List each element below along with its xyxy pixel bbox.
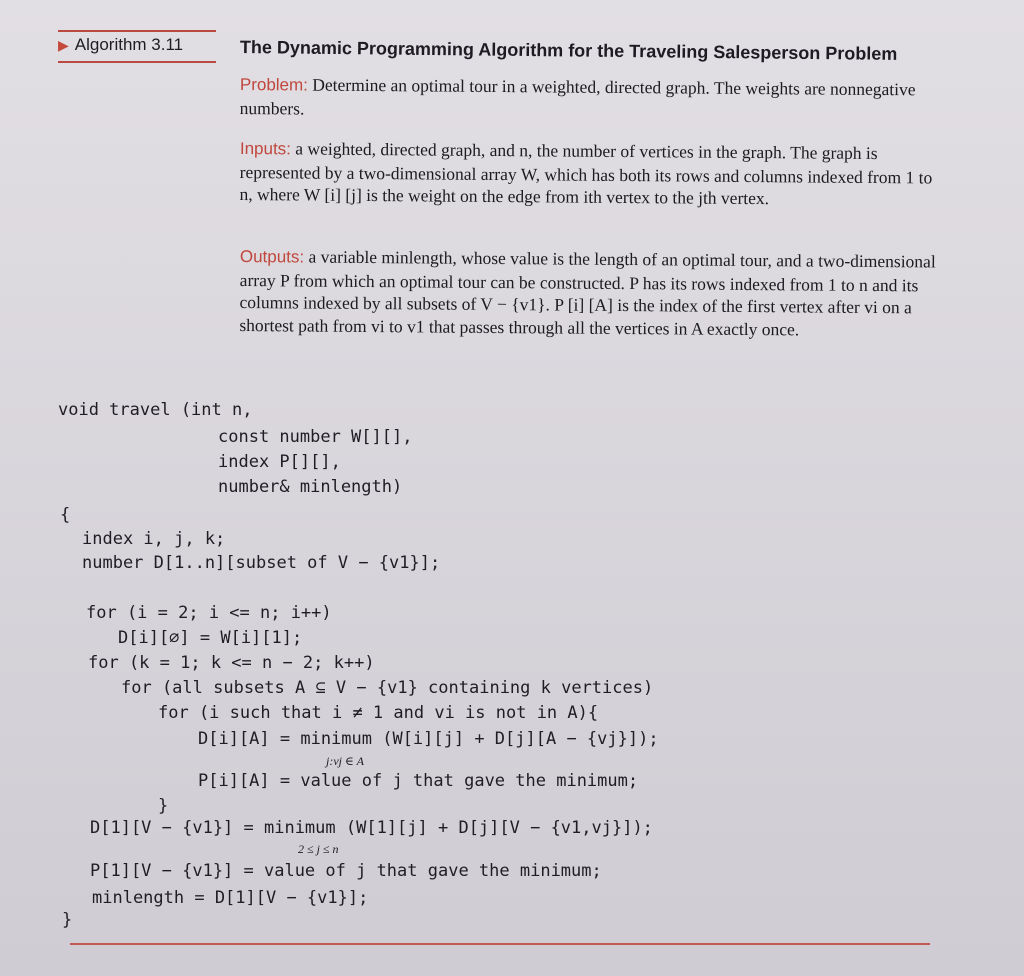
code-close-inner: } [158, 796, 169, 816]
inputs-text: a weighted, directed graph, and n, the number of vertices in the graph. The graph is represented by a two-dimensional array W, which has both its rows and columns indexed from 1 to n, where W [i] [j] is the weight on the edge from ith vertex to the jth vertex. [239, 138, 933, 209]
code-loop-vertices: for (i such that i ≠ 1 and vi is not in A){ [158, 703, 599, 723]
problem-heading: Problem: [239, 74, 309, 95]
code-loop-i: for (i = 2; i <= n; i++) [86, 603, 332, 623]
code-loop-i-body: D[i][∅] = W[i][1]; [118, 628, 303, 648]
code-assign-d1: D[1][V − {v1}] = minimum (W[1][j] + D[j][V − {v1,vj}]); [90, 818, 653, 838]
triangle-icon: ▶ [58, 37, 69, 53]
code-assign-d: D[i][A] = minimum (W[i][j] + D[j][A − {vj}]); [198, 729, 659, 749]
algorithm-title: The Dynamic Programming Algorithm for the Traveling Salesperson Problem [239, 37, 898, 64]
inputs-heading: Inputs: [239, 138, 292, 159]
code-param-p: index P[][], [218, 452, 341, 472]
outputs-heading: Outputs: [239, 246, 305, 267]
label-rule-bottom [58, 61, 216, 63]
algorithm-number: Algorithm 3.11 [74, 35, 184, 54]
problem-text: Determine an optimal tour in a weighted, directed graph. The weights are nonnegative numbers. [239, 74, 916, 119]
code-assign-minlength: minlength = D[1][V − {v1}]; [92, 888, 369, 908]
code-decl-index: index i, j, k; [82, 529, 226, 549]
code-signature-line: void travel (int n, [58, 400, 253, 420]
code-loop-k: for (k = 1; k <= n − 2; k++) [88, 653, 375, 673]
outputs-section [239, 245, 945, 342]
algorithm-label [58, 35, 183, 55]
code-loop-subsets: for (all subsets A ⊆ V − {v1} containing k vertices) [121, 678, 654, 698]
code-param-minlength: number& minlength) [218, 477, 403, 497]
problem-section [240, 73, 945, 125]
code-open-brace: { [60, 505, 71, 525]
code-param-w: const number W[][], [218, 427, 413, 447]
code-assign-d-subscript: j:vj ∈ A [326, 754, 364, 768]
code-assign-d1-subscript: 2 ≤ j ≤ n [298, 842, 339, 856]
bottom-rule [70, 943, 930, 945]
label-rule-top [58, 30, 216, 32]
outputs-text: a variable minlength, whose value is the length of an optimal tour, and a two-dimensional array P from which an optimal tour can be constructed. P has its rows indexed from 1 to n and its columns indexed by all subsets of V − {v1}. P [i] [A] is the index of the first vertex after vi on a shortest path from vi to v1 that passes through all the vertices in A exactly once. [239, 246, 936, 339]
code-assign-p1: P[1][V − {v1}] = value of j that gave the minimum; [90, 861, 602, 881]
inputs-section [239, 137, 945, 211]
code-assign-p: P[i][A] = value of j that gave the minimum; [198, 771, 639, 791]
code-decl-d: number D[1..n][subset of V − {v1}]; [82, 553, 441, 573]
code-close-brace: } [62, 910, 73, 930]
